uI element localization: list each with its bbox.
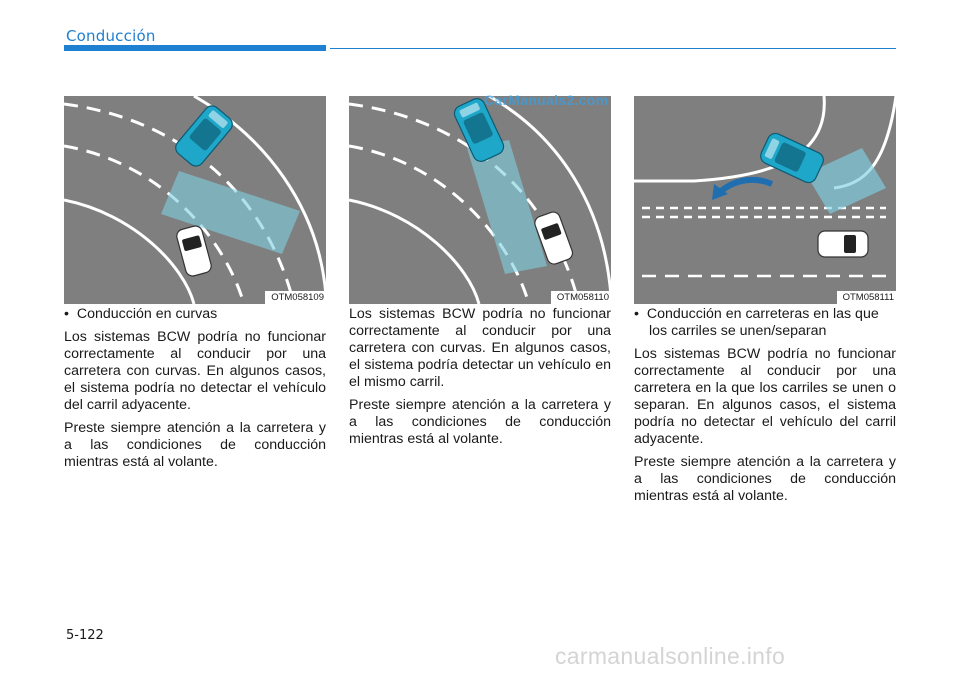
figure-merge [634, 96, 896, 304]
ego-car-icon [172, 103, 235, 170]
merge-road-diagram [634, 96, 896, 304]
paragraph: Los sistemas BCW podría no funcionar correctamente al conducir por una carretera con curvas. En algunos casos, el sistema podría detectar un vehículo en el mismo carril. [349, 306, 611, 390]
ego-car-icon [758, 131, 826, 185]
paragraph: Preste siempre atención a la carretera y a las condiciones de conducción mientras está al volante. [64, 420, 326, 470]
adjacent-car-icon [818, 231, 868, 257]
bullet-item: • Conducción en carreteras en las que los carriles se unen/separan [634, 306, 879, 339]
watermark-bottom: carmanualsonline.info [555, 643, 786, 669]
paragraph: Los sistemas BCW podría no funcionar correctamente al conducir por una carretera en la que los carriles se unen o separan. En algunos casos, el sistema podría no detectar el vehículo del carril adyacente. [634, 346, 896, 447]
header-rule-thin [330, 48, 896, 49]
header-rule-thick [64, 45, 326, 51]
figure-code: OTM058110 [551, 291, 611, 304]
figure-curve-1 [64, 96, 326, 304]
bullet-item: • Conducción en curvas [64, 306, 218, 322]
figure-code: OTM058111 [837, 291, 896, 304]
column-2 [349, 306, 611, 454]
column-1 [64, 306, 326, 477]
watermark-top: CarManuals2.com [484, 92, 609, 108]
curve-road-diagram-2 [349, 96, 611, 304]
paragraph: Los sistemas BCW podría no funcionar correctamente al conducir por una carretera con curvas. En algunos casos, el sistema podría no detectar el vehículo del carril adyacente. [64, 329, 326, 413]
bullet-text: Conducción en curvas [76, 306, 218, 322]
bullet-text: Conducción en carreteras en las que los carriles se unen/separan [646, 306, 879, 339]
curve-road-diagram-1 [64, 96, 326, 304]
figure-curve-2 [349, 96, 611, 304]
paragraph: Preste siempre atención a la carretera y a las condiciones de conducción mientras está al volante. [634, 454, 896, 504]
figure-code: OTM058109 [265, 291, 326, 304]
column-3 [634, 306, 896, 511]
paragraph: Preste siempre atención a la carretera y a las condiciones de conducción mientras está al volante. [349, 397, 611, 447]
page-number: 5-122 [66, 628, 104, 643]
section-title: Conducción [66, 27, 156, 45]
